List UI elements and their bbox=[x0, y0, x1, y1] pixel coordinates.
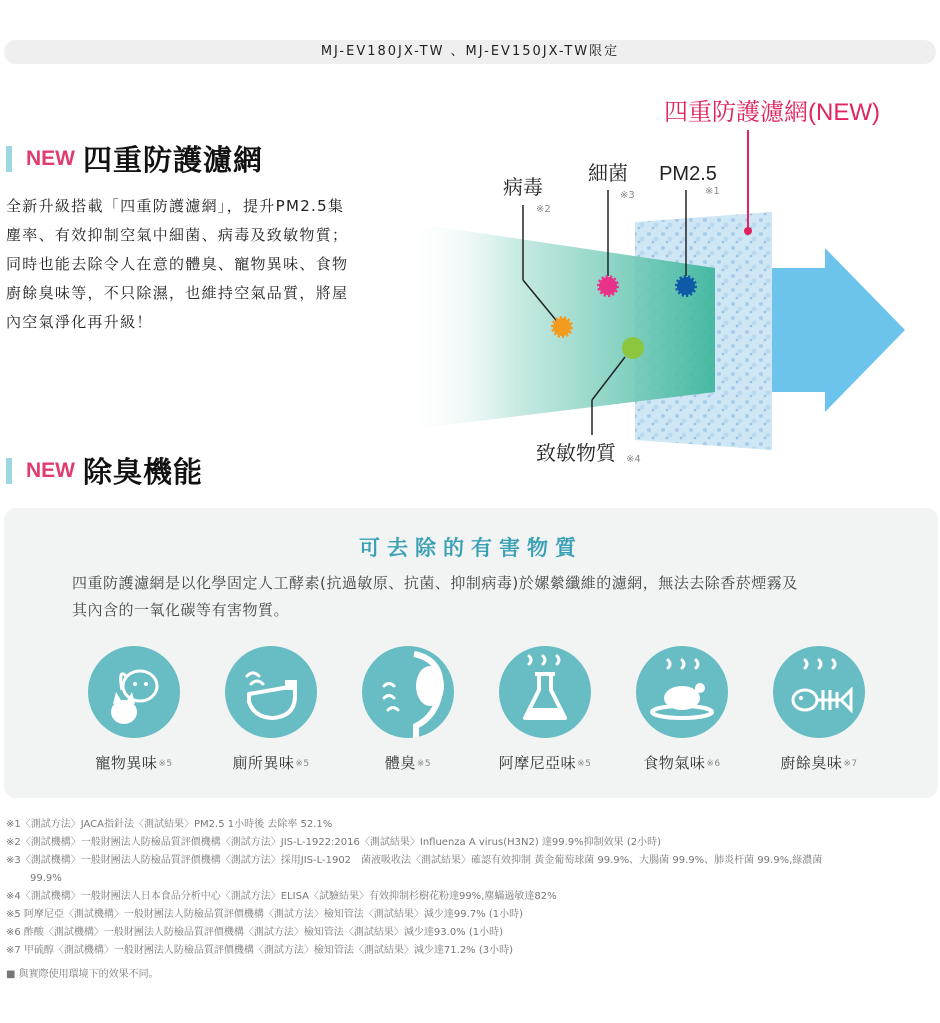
odor-item-toilet bbox=[203, 646, 339, 773]
odor-item-label: 體臭 bbox=[384, 754, 416, 772]
removable-substances-panel bbox=[4, 508, 938, 798]
pm25-label: PM2.5 bbox=[659, 163, 717, 185]
odor-item-body bbox=[340, 646, 476, 773]
footnote: ■ 與實際使用環境下的效果不同。 bbox=[6, 969, 159, 980]
note-line: ※6 酢酸〈測試機構〉一般財團法人防檢品質評價機構〈測試方法〉檢知管法〈測試結果〉減少達93.0% (1小時) bbox=[6, 927, 504, 938]
food-icon bbox=[636, 646, 728, 738]
intro-text bbox=[6, 192, 386, 337]
panel-description bbox=[72, 570, 892, 624]
fish-bone-icon bbox=[773, 646, 865, 738]
model-bar: MJ-EV180JX-TW 、MJ-EV150JX-TW限定 bbox=[4, 40, 936, 64]
odor-item-note: ※5 bbox=[158, 759, 173, 769]
airflow-arrow-icon bbox=[770, 248, 905, 412]
filter-diagram bbox=[380, 90, 940, 470]
filter-label: 四重防護濾網(NEW) bbox=[664, 99, 880, 126]
odor-item-note: ※6 bbox=[706, 759, 721, 769]
allergen-note: ※4 bbox=[626, 454, 641, 465]
note-line: ※1〈測試方法〉JACA指針法〈測試結果〉PM2.5 1小時後 去除率 52.1% bbox=[6, 819, 333, 830]
title-accent-bar bbox=[6, 146, 12, 172]
section-heading: 四重防護濾網 bbox=[83, 143, 264, 177]
intro-line: 廚餘臭味等，不只除濕，也維持空氣品質，將屋 bbox=[6, 284, 349, 302]
title-accent-bar bbox=[6, 458, 12, 484]
odor-item-label: 阿摩尼亞味 bbox=[498, 754, 577, 772]
filter-marker-dot bbox=[744, 227, 752, 235]
odor-item-ammonia bbox=[477, 646, 613, 773]
odor-item-note: ※5 bbox=[577, 759, 592, 769]
odor-item-kitchen bbox=[751, 646, 887, 773]
panel-title: 可去除的有害物質 bbox=[359, 536, 583, 560]
new-tag: NEW bbox=[26, 146, 75, 170]
intro-line: 全新升級搭載「四重防護濾網」，提升PM2.5集 bbox=[6, 197, 345, 215]
note-line: ※3〈測試機構〉一般財團法人防檢品質評價機構〈測試方法〉採用JIS-L-1902 菌液吸收法〈測試結果〉確認有效抑制 黃金葡萄球菌 99.9%、大腸菌 99.9%、肺炎杆菌 99.9%,綠濃菌 bbox=[6, 855, 823, 866]
section-title-deodorize bbox=[6, 450, 203, 491]
note-line: ※4〈測試機構〉一般財團法人日本食品分析中心〈測試方法〉ELISA〈試驗結果〉有效抑制杉樹花粉達99%,塵蟎過敏達82% bbox=[6, 891, 557, 902]
note-line: ※5 阿摩尼亞〈測試機構〉一般財團法人防檢品質評價機構〈測試方法〉檢知管法〈測試結果〉減少達99.7% (1小時) bbox=[6, 909, 524, 920]
note-line: ※2〈測試機構〉一般財團法人防檢品質評價機構〈測試方法〉JIS-L-1922:2016〈測試結果〉Influenza A virus(H3N2) 達99.9%抑制效果 (2小時) bbox=[6, 837, 662, 848]
pet-icon bbox=[88, 646, 180, 738]
panel-desc-line: 四重防護濾網是以化學固定人工酵素(抗過敏原、抗菌、抑制病毒)於嫘縈纖維的濾網，無法去除香菸煙霧及 bbox=[72, 574, 798, 592]
virus-icon bbox=[553, 318, 571, 336]
bacteria-icon bbox=[599, 277, 617, 295]
odor-item-label: 食物氣味 bbox=[643, 754, 706, 772]
body-odor-icon bbox=[362, 646, 454, 738]
note-line: 99.9% bbox=[30, 873, 62, 884]
section-heading: 除臭機能 bbox=[83, 455, 204, 489]
section-title-filter bbox=[6, 138, 263, 179]
odor-item-label: 寵物異味 bbox=[95, 754, 158, 772]
allergen-icon bbox=[622, 337, 644, 359]
virus-note: ※2 bbox=[536, 204, 551, 215]
virus-label: 病毒 bbox=[503, 175, 543, 199]
odor-item-note: ※7 bbox=[843, 759, 858, 769]
odor-item-note: ※5 bbox=[416, 759, 432, 769]
intro-line: 同時也能去除令人在意的體臭、寵物異味、食物 bbox=[6, 255, 349, 273]
odor-item-note: ※5 bbox=[295, 759, 310, 769]
bacteria-label: 細菌 bbox=[588, 161, 628, 185]
odor-item-food bbox=[614, 646, 750, 773]
intro-line: 內空氣淨化再升級！ bbox=[6, 313, 153, 331]
bacteria-note: ※3 bbox=[620, 190, 635, 201]
intro-line: 塵率、有效抑制空氣中細菌、病毒及致敏物質； bbox=[6, 226, 349, 244]
pm25-icon bbox=[677, 277, 695, 295]
pm25-note: ※1 bbox=[705, 186, 720, 197]
new-tag: NEW bbox=[26, 458, 75, 482]
test-notes bbox=[6, 816, 936, 984]
panel-desc-line: 其內含的一氧化碳等有害物質。 bbox=[72, 601, 290, 619]
odor-item-label: 廁所異味 bbox=[232, 754, 295, 772]
toilet-icon bbox=[225, 646, 317, 738]
allergen-label: 致敏物質 bbox=[536, 441, 616, 465]
odor-item-label: 廚餘臭味 bbox=[780, 754, 843, 772]
odor-item-pet bbox=[66, 646, 202, 773]
note-line: ※7 甲硫醇〈測試機構〉一般財團法人防檢品質評價機構〈測試方法〉檢知管法〈測試結果〉減少達71.2% (3小時) bbox=[6, 945, 514, 956]
ammonia-flask-icon bbox=[499, 646, 591, 738]
